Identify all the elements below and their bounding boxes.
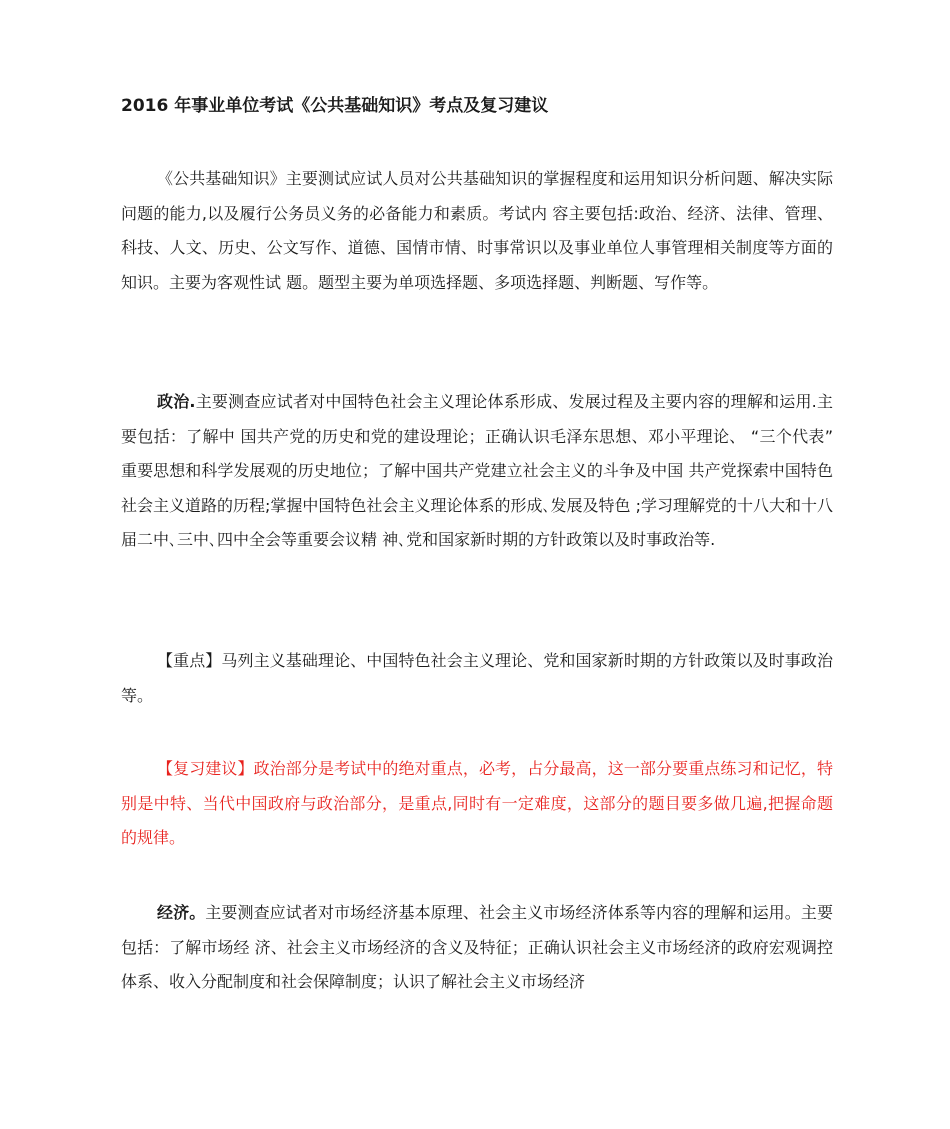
politics-paragraph bbox=[121, 385, 833, 558]
politics-focus-paragraph: 【重点】马列主义基础理论、中国特色社会主义理论、党和国家新时期的方针政策以及时事政治等。 bbox=[121, 651, 833, 705]
economy-paragraph bbox=[121, 896, 833, 1000]
politics-advice-paragraph: 【复习建议】政治部分是考试中的绝对重点，必考，占分最高，这一部分要重点练习和记忆，特别是中特、当代中国政府与政治部分，是重点,同时有一定难度，这部分的题目要多做几遍,把握命题的规律。 bbox=[121, 759, 833, 847]
document-title: 2016 年事业单位考试《公共基础知识》考点及复习建议 bbox=[121, 96, 549, 116]
economy-heading: 经济。 bbox=[157, 903, 206, 922]
politics-body: 主要测查应试者对中国特色社会主义理论体系形成、发展过程及主要内容的理解和运用.主要包括：了解中 国共产党的历史和党的建设理论；正确认识毛泽东思想、邓小平理论、 “三个代表” 重要思想和科学发展观的历史地位；了解中国共产党建立社会主义的斗争及中国 共产党探索中国特色社会主义道路的历程;掌握中国特色社会主义理论体系的形成､发展及特色 ;学习理解党的十八大和十八届二中､三中､四中全会等重要会议精 神､党和国家新时期的方针政策以及时事政治等. bbox=[121, 392, 833, 549]
intro-paragraph: 《公共基础知识》主要测试应试人员对公共基础知识的掌握程度和运用知识分析问题、解决实际问题的能力,以及履行公务员义务的必备能力和素质。考试内 容主要包括:政治、经济、法律、管理、科技、人文、历史、公文写作、道德、国情市情、时事常识以及事业单位人事管理相关制度等方面的知识。主要为客观性试 题。题型主要为单项选择题、多项选择题、判断题、写作等。 bbox=[121, 169, 833, 292]
politics-heading: 政治. bbox=[157, 392, 196, 411]
economy-body: 主要测查应试者对市场经济基本原理、社会主义市场经济体系等内容的理解和运用。主要包括：了解市场经 济、社会主义市场经济的含义及特征；正确认识社会主义市场经济的政府宏观调控体系、收入分配制度和社会保障制度；认识了解社会主义市场经济 bbox=[121, 903, 833, 991]
